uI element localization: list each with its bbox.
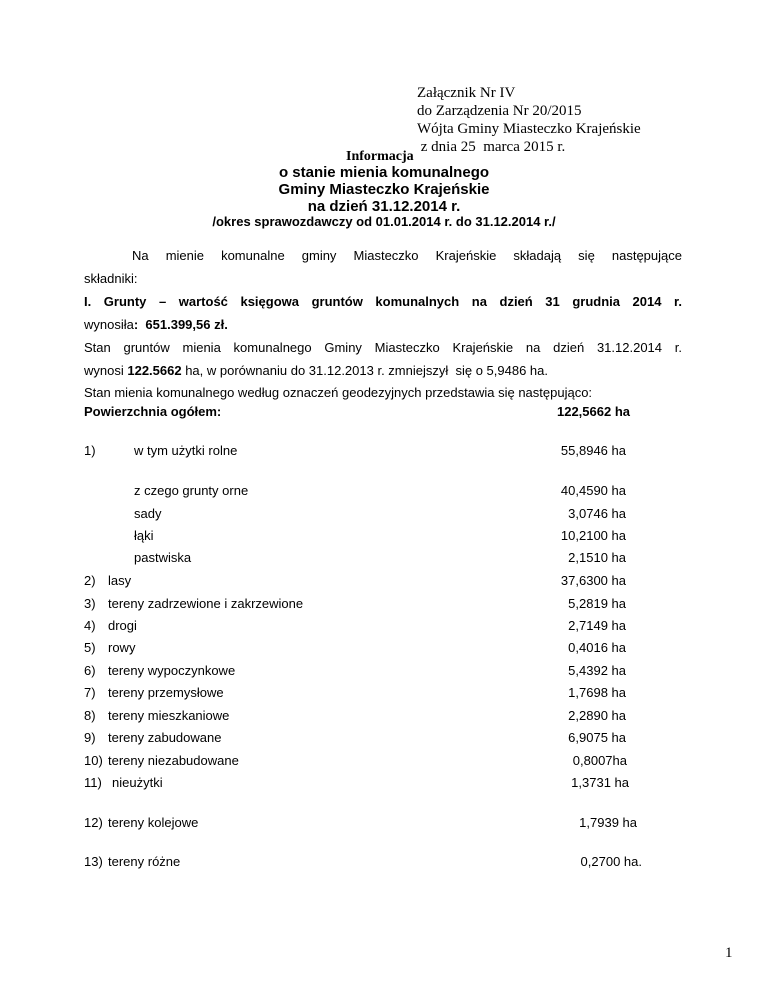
item-label: tereny zadrzewione i zakrzewione xyxy=(108,596,304,611)
item-value: 1,7939 ha xyxy=(579,815,637,830)
heading-line: o stanie mienia komunalnego xyxy=(278,164,490,181)
item-value: 5,2819 ha xyxy=(568,596,626,611)
heading-line: na dzień 31.12.2014 r. xyxy=(307,198,461,215)
item-label: tereny przemysłowe xyxy=(108,685,224,700)
heading-line: Gminy Miasteczko Krajeńskie xyxy=(278,181,490,198)
item-value: 2,7149 ha xyxy=(568,618,626,633)
item-label: tereny zabudowane xyxy=(108,730,222,745)
annex-header xyxy=(417,84,641,156)
item-num: 10) xyxy=(84,753,103,768)
total-label: Powierzchnia ogółem: xyxy=(84,404,222,419)
item-value: 0,2700 ha. xyxy=(580,854,642,869)
item-value: 40,4590 ha xyxy=(560,483,626,498)
stan-prefix: wynosi xyxy=(84,363,128,378)
item-num: 8) xyxy=(84,708,96,723)
heading-period: /okres sprawozdawczy od 01.01.2014 r. do 31.12.2014 r./ xyxy=(212,214,556,229)
item-label: pastwiska xyxy=(134,550,192,565)
item-num: 9) xyxy=(84,730,96,745)
annex-line: Wójta Gminy Miasteczko Krajeńskie xyxy=(417,121,641,137)
item-label: nieużytki xyxy=(112,775,163,790)
stan-line xyxy=(84,359,682,382)
item-num: 13) xyxy=(84,854,103,869)
item-value: 10,2100 ha xyxy=(560,528,626,543)
item-num: 1) xyxy=(84,443,96,458)
section-title: I. Grunty – wartość księgowa gruntów komunalnych na dzień 31 grudnia 2014 r. xyxy=(84,294,682,309)
stan-area: 122.5662 xyxy=(127,363,182,378)
stan-suffix: ha, w porównaniu do 31.12.2013 r. zmniejszył się o 5,9486 ha. xyxy=(181,363,548,378)
item-label: w tym użytki rolne xyxy=(134,443,238,458)
item-num: 12) xyxy=(84,815,103,830)
geodez-line: Stan mienia komunalnego według oznaczeń geodezyjnych przedstawia się następująco: xyxy=(84,385,593,400)
page-number: 1 xyxy=(725,945,733,961)
item-value: 6,9075 ha xyxy=(568,730,626,745)
item-value: 37,6300 ha xyxy=(560,573,626,588)
item-label: łąki xyxy=(134,528,154,543)
item-label: z czego grunty orne xyxy=(134,483,249,498)
heading-info: Informacja xyxy=(346,149,414,164)
item-value: 0,8007ha xyxy=(572,753,627,768)
annex-line: z dnia 25 marca 2015 r. xyxy=(417,139,566,155)
item-value: 1,3731 ha xyxy=(571,775,629,790)
item-num: 6) xyxy=(84,663,96,678)
item-num: 7) xyxy=(84,685,96,700)
stan-line: Stan gruntów mienia komunalnego Gminy Miasteczko Krajeńskie na dzień 31.12.2014 r. xyxy=(84,340,682,355)
item-label: tereny mieszkaniowe xyxy=(108,708,230,723)
annex-line: Załącznik Nr IV xyxy=(417,85,516,101)
item-label: tereny kolejowe xyxy=(108,815,199,830)
item-label: lasy xyxy=(108,573,132,588)
value-prefix: wynosiła xyxy=(84,317,134,332)
book-value: : 651.399,56 zł. xyxy=(133,317,228,332)
item-num: 11) xyxy=(84,775,102,790)
item-value: 2,1510 ha xyxy=(568,550,626,565)
item-num: 2) xyxy=(84,573,96,588)
item-label: drogi xyxy=(108,618,137,633)
item-num: 5) xyxy=(84,640,96,655)
section-value xyxy=(84,313,682,336)
item-value: 55,8946 ha xyxy=(560,443,626,458)
item-label: rowy xyxy=(108,640,136,655)
item-label: tereny wypoczynkowe xyxy=(108,663,236,678)
item-label: tereny różne xyxy=(108,854,181,869)
annex-line: do Zarządzenia Nr 20/2015 xyxy=(417,103,582,119)
item-num: 3) xyxy=(84,596,96,611)
intro-line: składniki: xyxy=(84,271,138,286)
item-label: tereny niezabudowane xyxy=(108,753,239,768)
item-value: 0,4016 ha xyxy=(568,640,626,655)
item-label: sady xyxy=(134,506,162,521)
total-value: 122,5662 ha xyxy=(556,404,630,419)
item-value: 1,7698 ha xyxy=(568,685,626,700)
intro-line: Na mienie komunalne gminy Miasteczko Krajeńskie składają się następujące xyxy=(132,248,682,263)
item-num: 4) xyxy=(84,618,96,633)
item-value: 2,2890 ha xyxy=(568,708,626,723)
item-value: 3,0746 ha xyxy=(568,506,626,521)
item-value: 5,4392 ha xyxy=(568,663,626,678)
